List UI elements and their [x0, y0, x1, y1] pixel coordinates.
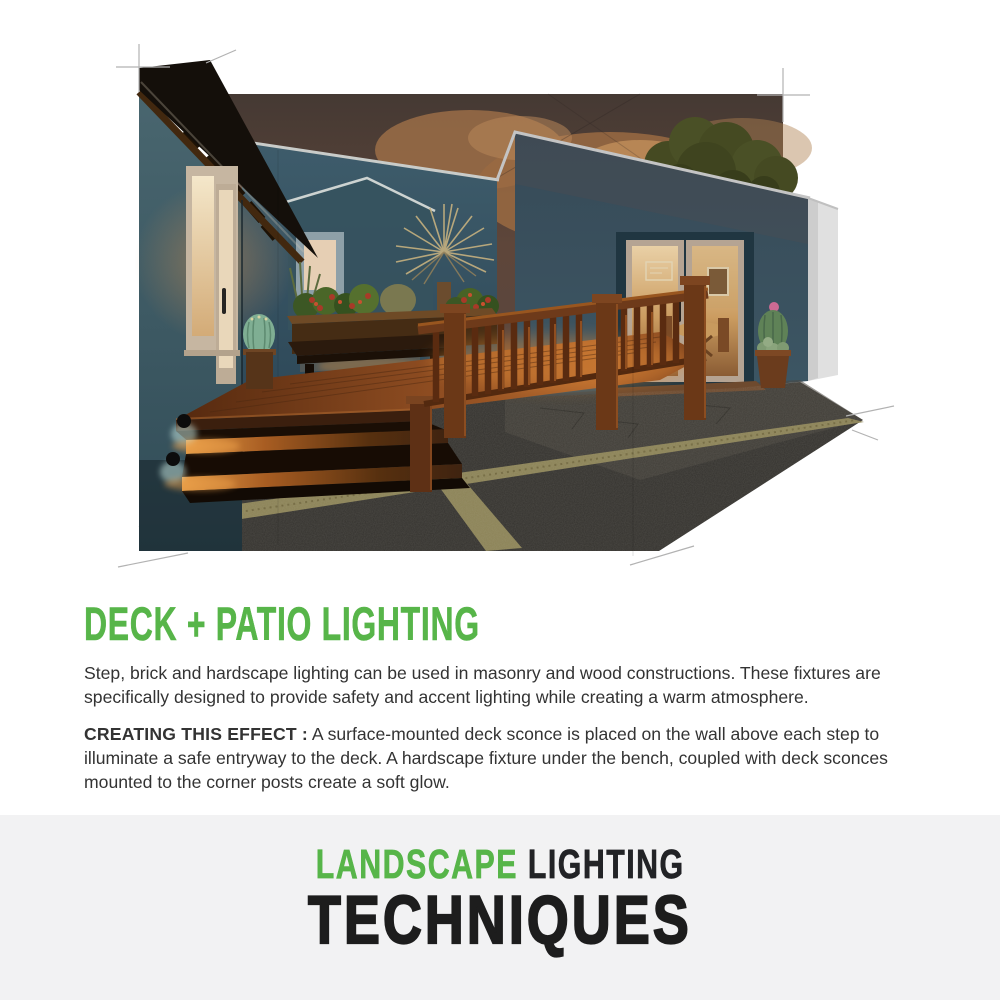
- brand-word-landscape: LANDSCAPE: [315, 841, 518, 887]
- effect-label: CREATING THIS EFFECT :: [84, 723, 308, 744]
- door-handle: [222, 288, 226, 314]
- series-title-text: TECHNIQUES: [308, 882, 692, 958]
- footer-band: [0, 815, 1000, 1000]
- framed-picture: [708, 268, 728, 295]
- series-title: [0, 882, 1000, 958]
- article-block: [84, 597, 940, 795]
- brand-word-lighting: LIGHTING: [527, 841, 685, 887]
- effect-body: A surface-mounted deck sconce is placed on the wall above each step to illuminate a safe entryway to the deck. A hardscape fixture under the bench, coupled with deck sconces mounted to the corner posts create a soft glow.: [84, 723, 888, 792]
- page-title-text: DECK + PATIO LIGHTING: [84, 597, 480, 650]
- newel-post: [406, 396, 436, 492]
- cactus-planter-left: [243, 314, 276, 389]
- intro-paragraph: Step, brick and hardscape lighting can be used in masonry and wood constructions. These fixtures are specifically designed to provide safety and accent lighting while creating a warm atmosphere.: [84, 663, 881, 707]
- brand-line: [0, 841, 1000, 887]
- lit-window-door: [184, 166, 240, 384]
- effect-paragraph: [84, 723, 940, 795]
- page-title: [84, 597, 940, 650]
